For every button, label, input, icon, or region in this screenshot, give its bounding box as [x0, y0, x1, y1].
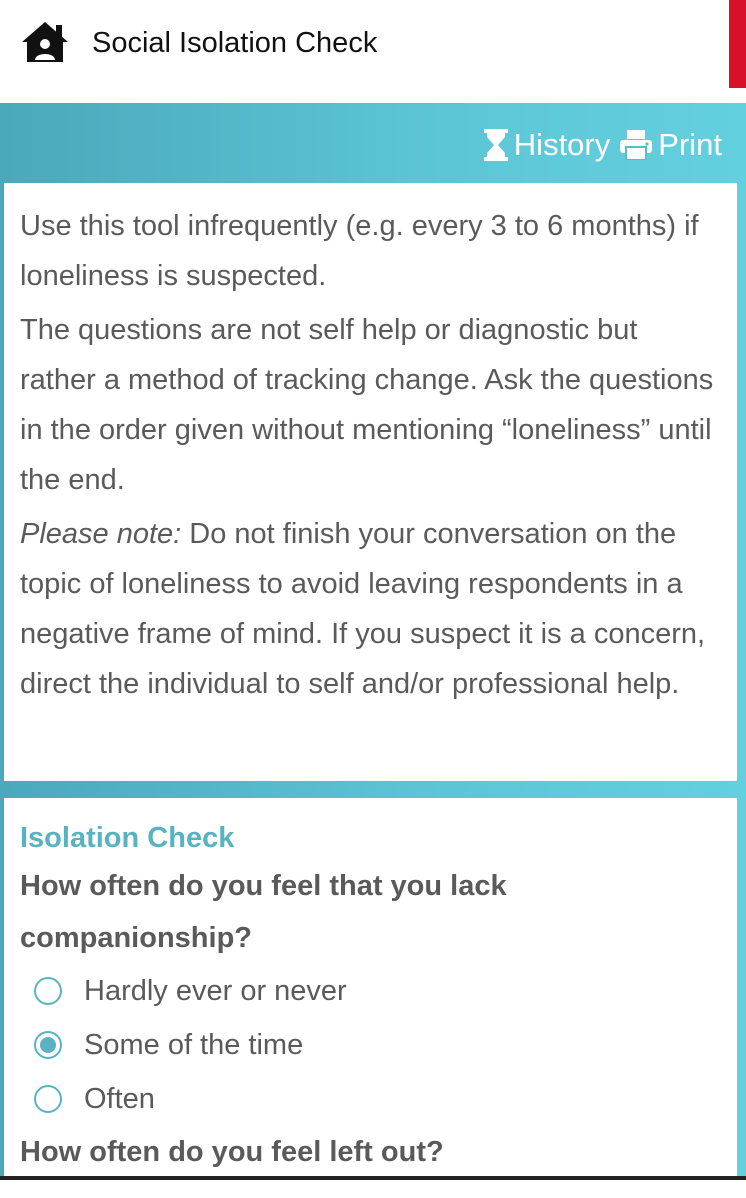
- accent-tab: [729, 0, 746, 88]
- print-label: Print: [658, 127, 722, 162]
- history-button[interactable]: [484, 127, 610, 163]
- question-1: How often do you feel that you lack companionship?: [20, 870, 507, 954]
- app-header: [0, 0, 746, 103]
- intro-card: [4, 183, 737, 781]
- note-text: Do not finish your conversation on the topic of loneliness to avoid leaving respondents in a negative frame of mind. If you suspect it is a concern, direct the individual to self and/or professional help.: [20, 518, 706, 700]
- radio-dot: [40, 1037, 56, 1053]
- option-often[interactable]: [20, 1072, 721, 1126]
- print-button[interactable]: [620, 127, 722, 163]
- isolation-check-card: [4, 798, 737, 1198]
- option-label: Some of the time: [84, 1028, 304, 1061]
- option-label: Hardly ever or never: [84, 974, 347, 1007]
- page-title: Social Isolation Check: [92, 27, 378, 59]
- home-icon[interactable]: [20, 20, 70, 64]
- print-icon: [620, 130, 652, 160]
- radio-unchecked-icon[interactable]: [34, 977, 62, 1005]
- option-some-of-the-time[interactable]: [20, 1018, 721, 1072]
- toolbar: [484, 125, 722, 165]
- hourglass-icon: [484, 129, 508, 161]
- intro-paragraph-3: [20, 509, 721, 709]
- radio-checked-icon[interactable]: [34, 1031, 62, 1059]
- intro-paragraph-1: Use this tool infrequently (e.g. every 3 to 6 months) if loneliness is suspected.: [20, 210, 699, 292]
- option-hardly-ever[interactable]: [20, 964, 721, 1018]
- radio-unchecked-icon[interactable]: [34, 1085, 62, 1113]
- section-title: Isolation Check: [20, 822, 235, 854]
- question-2: How often do you feel left out?: [20, 1136, 444, 1168]
- option-label: Often: [84, 1082, 155, 1115]
- intro-paragraph-2: The questions are not self help or diagnostic but rather a method of tracking change. Ask the questions in the order given without mentioning “loneliness” until the end.: [20, 314, 714, 496]
- main-content: [0, 103, 746, 1180]
- bottom-divider: [0, 1176, 746, 1180]
- history-label: History: [513, 127, 611, 162]
- note-emphasis: Please note:: [20, 518, 182, 550]
